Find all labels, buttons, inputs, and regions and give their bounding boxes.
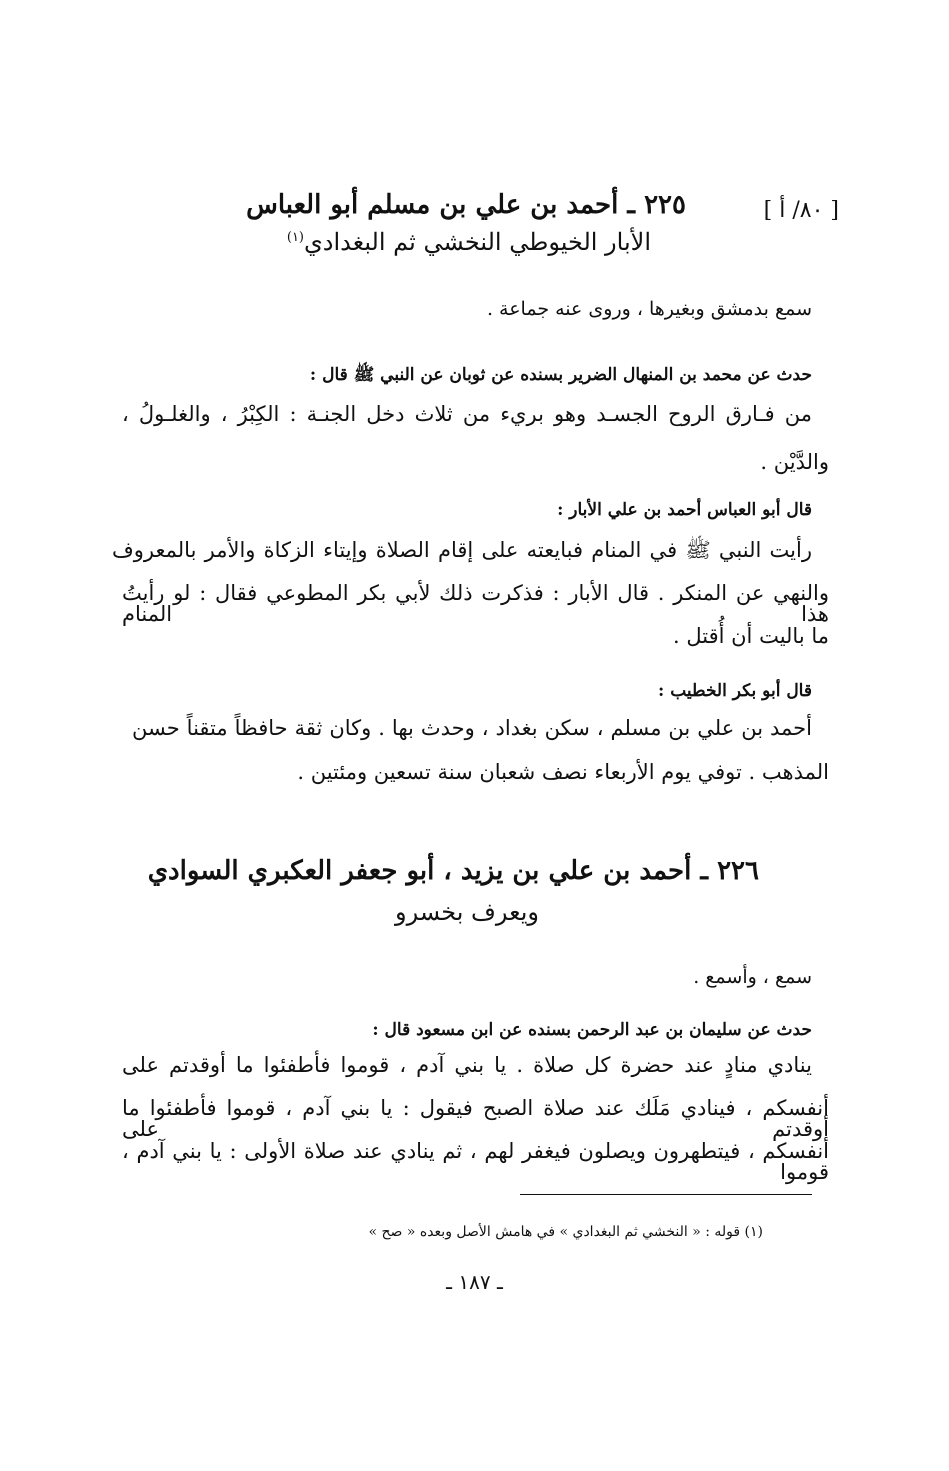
entry-225-abbas-intro: قال أبو العباس أحمد بن علي الأبار : [557, 500, 812, 520]
entry-225-abbas-line-3: ما باليت أن أُقتل . [673, 624, 829, 648]
entry-225-heading [246, 190, 686, 220]
entry-225-subtitle [287, 228, 651, 256]
footnote-reference: (١) [286, 230, 304, 245]
entry-225-khatib-line-2: المذهب . توفي يوم الأربعاء نصف شعبان سنة تسعين ومئتين . [297, 760, 829, 784]
entry-226-number: ٢٢٦ ـ [700, 856, 759, 886]
entry-226-hadith-line-3: أنفسكم ، فيتطهرون ويصلون فيغفر لهم ، ثم ينادي عند صلاة الأولى : يا بني آدم ، قوموا [122, 1139, 829, 1184]
entry-226-sama: سمع ، وأسمع . [693, 966, 812, 988]
entry-226-hadith-line-1: ينادي منادٍ عند حضرة كل صلاة . يا بني آدم ، قوموا فأطفئوا ما أوقدتم على [122, 1053, 812, 1077]
entry-225-hadith-line-1: من فـارق الروح الجسـد وهو بريء من ثلاث دخل الجنـة : الكِبْرُ ، والغلـولُ ، [122, 402, 812, 426]
entry-225-hadith-intro: حدث عن محمد بن المنهال الضرير بسنده عن ثوبان عن النبي ﷺ قال : [309, 365, 812, 385]
entry-225-hadith-line-2: والدَّيْن . [760, 450, 829, 474]
footnote: (١) قوله : « النخشي ثم البغدادي » في هامش الأصل وبعده « صح » [368, 1224, 763, 1240]
entry-225-subtitle-text: الأبار الخيوطي النخشي ثم البغدادي [304, 228, 651, 256]
entry-226-heading [148, 856, 759, 886]
entry-226-hadith-line-2: أنفسكم ، فينادي مَلَك عند صلاة الصبح فيقول : يا بني آدم ، قوموا فأطفئوا ما أوقدتم على [122, 1096, 829, 1141]
footnote-rule [520, 1194, 812, 1195]
entry-225-sama: سمع بدمشق وبغيرها ، وروى عنه جماعة . [486, 298, 812, 320]
entry-225-abbas-line-1: رأيت النبي ﷺ في المنام فبايعته على إقام الصلاة وإيتاء الزكاة والأمر بالمعروف [112, 538, 812, 562]
entry-225-abbas-line-2: والنهي عن المنكر . قال الأبار : فذكرت ذلك لأبي بكر المطوعي فقال : لو رأيتُ هذا المنام [122, 581, 829, 626]
entry-225-title: أحمد بن علي بن مسلم أبو العباس [246, 190, 619, 220]
entry-226-subtitle: ويعرف بخسرو [394, 898, 539, 926]
entry-225-number: ٢٢٥ ـ [627, 190, 686, 220]
entry-225-khatib-intro: قال أبو بكر الخطيب : [658, 681, 812, 701]
folio-marker: [ ٨٠/ أ ] [763, 198, 839, 223]
entry-226-hadith-intro: حدث عن سليمان بن عبد الرحمن بسنده عن ابن مسعود قال : [372, 1020, 812, 1040]
entry-226-title: أحمد بن علي بن يزيد ، أبو جعفر العكبري السوادي [147, 856, 692, 886]
entry-225-khatib-line-1: أحمد بن علي بن مسلم ، سكن بغداد ، وحدث بها . وكان ثقة حافظاً متقناً حسن [132, 716, 812, 740]
page-number: ـ ١٨٧ ـ [446, 1270, 503, 1294]
